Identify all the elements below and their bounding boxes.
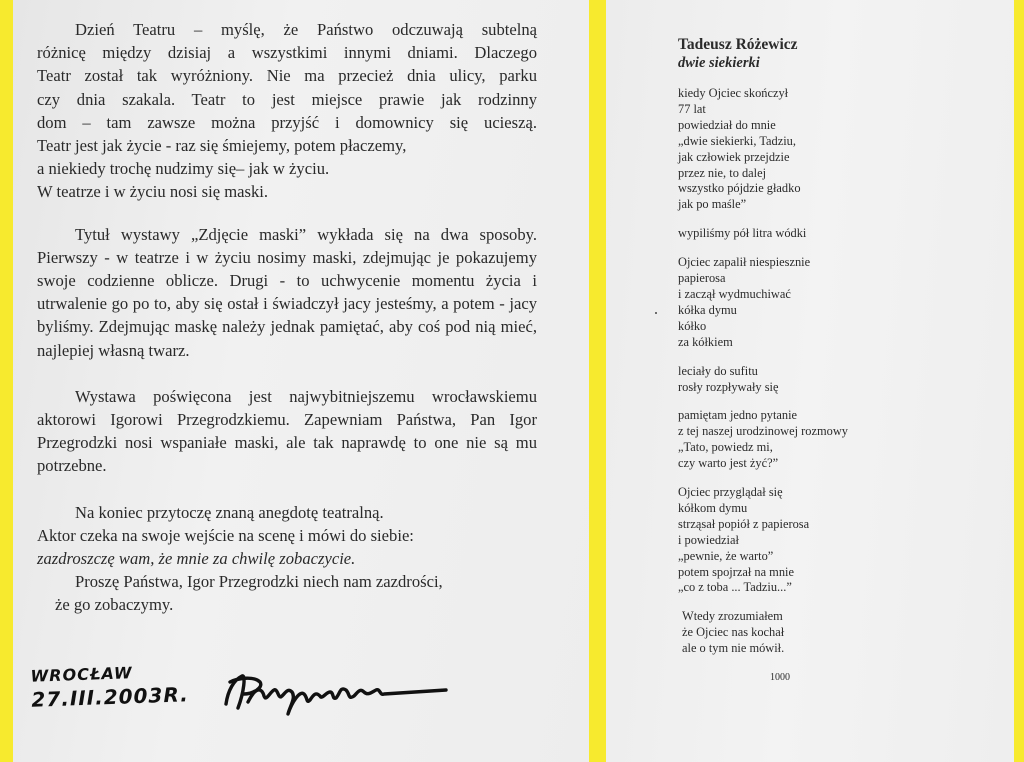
poem-line: Ojciec przyglądał się	[678, 485, 783, 500]
poem-line: wszystko pójdzie gładko	[678, 181, 801, 196]
poem-stanza	[678, 364, 998, 396]
page-number: 1000	[770, 672, 790, 684]
poem-line: jak człowiek przejdzie	[678, 149, 790, 164]
anecdote-line: Proszę Państwa, Igor Przegrodzki niech nam zazdrości,	[75, 572, 443, 592]
poem-line: pamiętam jedno pytanie	[678, 408, 798, 423]
anecdote-line: że go zobaczymy.	[55, 595, 174, 615]
poem-line: papierosa	[678, 271, 726, 286]
anecdote-quote: zazdroszczę wam, że mnie za chwilę zobaczycie.	[37, 549, 356, 569]
poem-line: Ojciec zapalił niespiesznie	[678, 255, 811, 270]
poem-stanza	[678, 226, 998, 242]
poem-line: ale o tym nie mówił.	[682, 641, 785, 656]
handwritten-place: WROCŁAW	[30, 663, 133, 686]
poem-stanza	[678, 255, 998, 350]
poem-page	[606, 0, 1014, 762]
handwritten-place-date	[30, 661, 189, 711]
handwritten-signature	[208, 662, 448, 722]
handwritten-date: 27.III.2003R.	[30, 682, 190, 712]
poem-line: 77 lat	[678, 101, 706, 116]
poem-line: jak po maśle”	[678, 197, 747, 212]
poem-stanza	[678, 609, 998, 657]
poem-line: kółkom dymu	[678, 500, 748, 515]
poem-line: leciały do sufitu	[678, 363, 758, 378]
letter-text	[37, 18, 537, 636]
poem-line: rosły rozpływały się	[678, 379, 779, 394]
poem-line: „Tato, powiedz mi,	[678, 440, 773, 455]
letter-line: czy dnia szakala. Teatr to jest miejsce prawie jak rodzinny	[37, 89, 537, 109]
letter-line: Dzień Teatru – myślę, że Państwo odczuwają subtelną	[75, 20, 537, 39]
letter-paragraph-3: Wystawa poświęcona jest najwybitniejszemu wrocławskiemu aktorowi Igorowi Przegrodzkiemu. Zapewniam Państwa, Pan Igor Przegrodzki nosi wspaniałe maski, ale tak naprawdę to one nie są mu potrzebne.	[37, 386, 537, 476]
poem-line: że Ojciec nas kochał	[682, 625, 785, 640]
poem-line: strząsał popiół z papierosa	[678, 516, 810, 531]
poem-line: i powiedział	[678, 532, 739, 547]
letter-line: różnicę między dzisiaj a wszystkimi innymi dniami. Dlaczego	[37, 43, 537, 63]
poem-line: potem spojrzał na mnie	[678, 564, 794, 579]
paper-speck	[655, 312, 657, 314]
poem-author: Tadeusz Różewicz	[678, 36, 798, 53]
letter-paragraph-4	[37, 497, 537, 617]
poem-line: „co z toba ... Tadziu...”	[678, 580, 792, 595]
poem	[678, 36, 998, 686]
poem-line: wypiliśmy pół litra wódki	[678, 226, 807, 241]
poem-line: Wtedy zrozumiałem	[682, 609, 783, 624]
poem-stanza	[678, 485, 998, 596]
poem-line: kiedy Ojciec skończył	[678, 86, 789, 100]
letter-line: W teatrze i w życiu nosi się maski.	[37, 182, 269, 202]
letter-line: dom – tam zawsze można przyjść i domownicy się ucieszą.	[37, 112, 537, 132]
letter-line: a niekiedy trochę nudzimy się– jak w życiu.	[37, 159, 330, 179]
poem-line: i zaczął wydmuchiwać	[678, 286, 791, 301]
letter-line: Teatr został tak wyróżniony. Nie ma przecież dnia ulicy, parku	[37, 66, 537, 86]
poem-title: dwie siekierki	[678, 55, 760, 71]
poem-line: powiedział do mnie	[678, 117, 776, 132]
poem-line: z tej naszej urodzinowej rozmowy	[678, 424, 848, 439]
poem-stanza	[678, 408, 998, 472]
poem-line: czy warto jest żyć?”	[678, 456, 779, 471]
letter-paragraph-2: Tytuł wystawy „Zdjęcie maski” wykłada się na dwa sposoby. Pierwszy - w teatrze i w życiu nosimy maski, zdejmując je pokazujemy swoje codzienne oblicze. Drugi - to uchwycenie momentu życia i utrwalenie go po to, aby się ostał i świadczył jacy jesteśmy, a potem - jacy byliśmy. Zdejmując maskę należy jednak pamiętać, aby coś pod nią mieć, najlepiej własną twarz.	[37, 224, 537, 360]
letter-line: Teatr jest jak życie - raz się śmiejemy, potem płaczemy,	[37, 136, 407, 156]
poem-line: przez nie, to dalej	[678, 165, 767, 180]
poem-line: „dwie siekierki, Tadziu,	[678, 133, 796, 148]
poem-line: kółka dymu	[678, 302, 737, 317]
poem-line: „pewnie, że warto”	[678, 548, 774, 563]
anecdote-line: Aktor czeka na swoje wejście na scenę i mówi do siebie:	[37, 525, 414, 545]
anecdote-intro: Na koniec przytoczę znaną anegdotę teatralną.	[75, 502, 384, 522]
poem-line: kółko	[678, 318, 707, 333]
letter-page	[13, 0, 589, 762]
letter-paragraph-1	[37, 18, 537, 204]
poem-stanza	[678, 86, 998, 213]
poem-line: za kółkiem	[678, 334, 733, 349]
